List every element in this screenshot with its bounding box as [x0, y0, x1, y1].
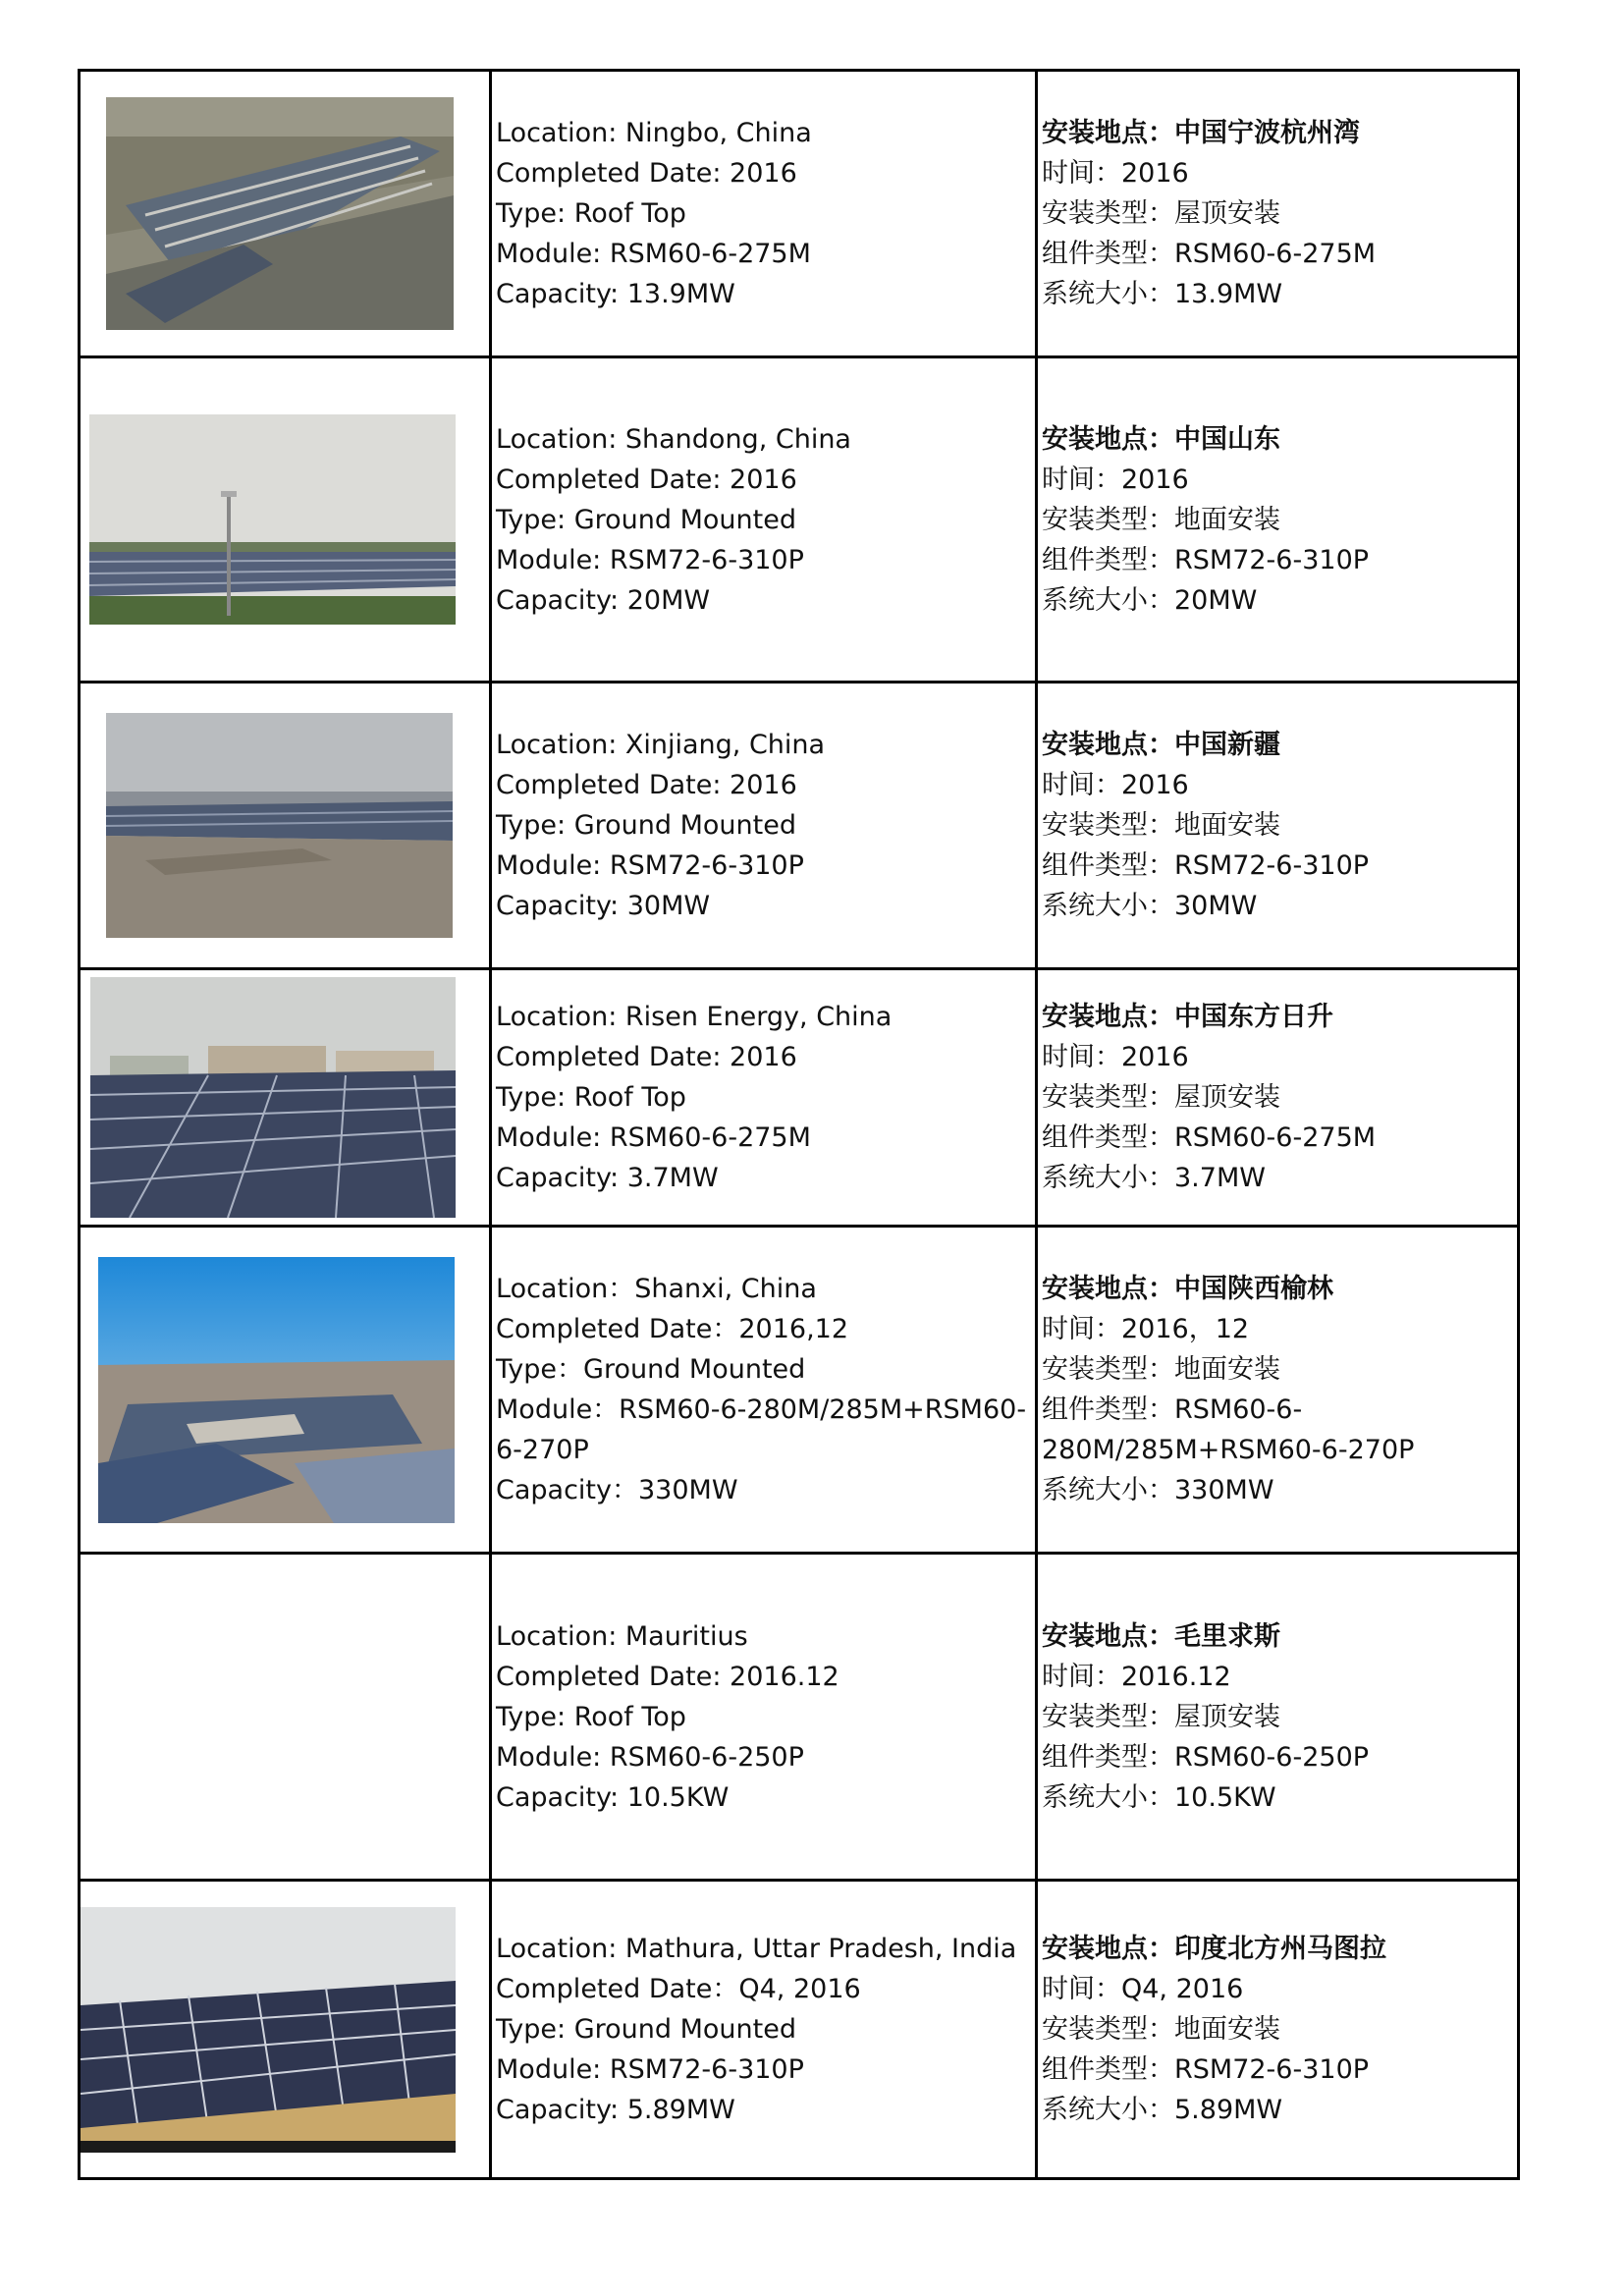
- capacity-text: Capacity: 10.5KW: [496, 1781, 730, 1813]
- photo-cell: [80, 357, 491, 683]
- english-details: [491, 1881, 1037, 2179]
- module-text-zh: 组件类型：RSM72-6-310P: [1042, 2054, 1370, 2085]
- location-text-zh: 安装地点：中国宁波杭州湾: [1042, 118, 1360, 148]
- capacity-text: Capacity：330MW: [496, 1475, 738, 1505]
- completed-date-text: Completed Date：Q4, 2016: [496, 1974, 861, 2004]
- chinese-details: [1037, 357, 1519, 683]
- module-text: Module: RSM60-6-275M: [496, 239, 811, 269]
- chinese-details: [1037, 683, 1519, 969]
- capacity-text: Capacity: 20MW: [496, 584, 711, 616]
- completed-date-text: Completed Date：2016,12: [496, 1314, 849, 1344]
- completed-date-text-zh: 时间：2016，12: [1042, 1314, 1250, 1344]
- module-text: Module: RSM72-6-310P: [496, 850, 804, 881]
- completed-date-text: Completed Date: 2016.12: [496, 1661, 839, 1692]
- chinese-details: [1037, 969, 1519, 1227]
- location-text-zh: 安装地点：中国新疆: [1042, 730, 1280, 760]
- location-text-zh: 安装地点：中国东方日升: [1042, 1002, 1333, 1032]
- chinese-details: [1037, 1881, 1519, 2179]
- completed-date-text-zh: 时间：2016: [1042, 158, 1189, 189]
- capacity-text: Capacity: 3.7MW: [496, 1163, 719, 1193]
- completed-date-text: Completed Date: 2016: [496, 770, 797, 800]
- type-text: Type: Ground Mounted: [496, 504, 796, 535]
- type-text: Type: Roof Top: [496, 198, 686, 229]
- english-details: [491, 71, 1037, 357]
- location-text-zh: 安装地点：毛里求斯: [1042, 1620, 1280, 1652]
- location-text: Location：Shanxi, China: [496, 1274, 817, 1304]
- type-text-zh: 安装类型：地面安装: [1042, 810, 1280, 841]
- module-text-zh: 组件类型：RSM60-6-275M: [1042, 239, 1377, 269]
- completed-date-text: Completed Date: 2016: [496, 158, 797, 189]
- photo-cell: [80, 1227, 491, 1554]
- chinese-details: [1037, 1227, 1519, 1554]
- photo-cell: [80, 969, 491, 1227]
- photo-cell-empty: [80, 1554, 491, 1881]
- capacity-text-zh: 系统大小：20MW: [1042, 584, 1258, 616]
- type-text-zh: 安装类型：地面安装: [1042, 504, 1280, 535]
- completed-date-text-zh: 时间：2016.12: [1042, 1661, 1231, 1692]
- capacity-text: Capacity: 5.89MW: [496, 2095, 735, 2125]
- type-text-zh: 安装类型：地面安装: [1042, 2014, 1280, 2045]
- module-text: Module: RSM72-6-310P: [496, 544, 804, 575]
- photo-cell: [80, 71, 491, 357]
- capacity-text-zh: 系统大小：3.7MW: [1042, 1163, 1266, 1193]
- location-text-zh: 安装地点：印度北方州马图拉: [1042, 1934, 1386, 1964]
- english-details: [491, 1554, 1037, 1881]
- module-text-zh: 组件类型：RSM60-6-275M: [1042, 1122, 1377, 1153]
- module-text-zh: 组件类型：RSM60-6-250P: [1042, 1741, 1370, 1773]
- module-text: Module：RSM60-6-280M/285M+RSM60-6-270P: [496, 1394, 1027, 1465]
- type-text: Type: Roof Top: [496, 1701, 686, 1732]
- completed-date-text-zh: 时间：2016: [1042, 770, 1189, 800]
- type-text-zh: 安装类型：屋顶安装: [1042, 198, 1280, 229]
- completed-date-text: Completed Date: 2016: [496, 464, 797, 495]
- project-photo: [89, 414, 456, 625]
- project-photo: [90, 977, 456, 1218]
- table-row: [80, 969, 1519, 1227]
- chinese-details: [1037, 71, 1519, 357]
- table-row: [80, 71, 1519, 357]
- module-text: Module: RSM60-6-250P: [496, 1741, 804, 1773]
- module-text-zh: 组件类型：RSM72-6-310P: [1042, 544, 1370, 575]
- module-text-zh: 组件类型：RSM60-6-280M/285M+RSM60-6-270P: [1042, 1394, 1415, 1465]
- table-row: [80, 357, 1519, 683]
- project-photo: [81, 1907, 456, 2153]
- project-photo: [106, 713, 453, 938]
- type-text: Type: Ground Mounted: [496, 2014, 796, 2045]
- location-text-zh: 安装地点：中国陕西榆林: [1042, 1274, 1333, 1304]
- type-text: Type: Ground Mounted: [496, 810, 796, 841]
- capacity-text-zh: 系统大小：5.89MW: [1042, 2095, 1283, 2125]
- english-details: [491, 357, 1037, 683]
- table-row: [80, 1227, 1519, 1554]
- type-text-zh: 安装类型：地面安装: [1042, 1354, 1280, 1385]
- project-photo: [98, 1257, 455, 1523]
- completed-date-text: Completed Date: 2016: [496, 1042, 797, 1072]
- type-text-zh: 安装类型：屋顶安装: [1042, 1082, 1280, 1113]
- location-text: Location: Ningbo, China: [496, 118, 812, 148]
- completed-date-text-zh: 时间：Q4, 2016: [1042, 1974, 1244, 2004]
- projects-table: [78, 69, 1520, 2180]
- chinese-details: [1037, 1554, 1519, 1881]
- table-row: [80, 683, 1519, 969]
- module-text: Module: RSM72-6-310P: [496, 2054, 804, 2085]
- location-text: Location: Shandong, China: [496, 423, 851, 455]
- location-text: Location: Mathura, Uttar Pradesh, India: [496, 1934, 1017, 1964]
- table-row: [80, 1881, 1519, 2179]
- location-text-zh: 安装地点：中国山东: [1042, 423, 1280, 455]
- capacity-text: Capacity: 13.9MW: [496, 279, 735, 309]
- english-details: [491, 969, 1037, 1227]
- english-details: [491, 683, 1037, 969]
- module-text: Module: RSM60-6-275M: [496, 1122, 811, 1153]
- photo-cell: [80, 1881, 491, 2179]
- photo-cell: [80, 683, 491, 969]
- capacity-text-zh: 系统大小：10.5KW: [1042, 1781, 1276, 1813]
- capacity-text-zh: 系统大小：330MW: [1042, 1475, 1274, 1505]
- location-text: Location: Xinjiang, China: [496, 730, 826, 760]
- type-text-zh: 安装类型：屋顶安装: [1042, 1701, 1280, 1732]
- completed-date-text-zh: 时间：2016: [1042, 464, 1189, 495]
- capacity-text-zh: 系统大小：13.9MW: [1042, 279, 1283, 309]
- location-text: Location: Risen Energy, China: [496, 1002, 893, 1032]
- project-photo: [106, 97, 454, 330]
- completed-date-text-zh: 时间：2016: [1042, 1042, 1189, 1072]
- type-text: Type: Roof Top: [496, 1082, 686, 1113]
- capacity-text: Capacity: 30MW: [496, 891, 711, 921]
- capacity-text-zh: 系统大小：30MW: [1042, 891, 1258, 921]
- type-text: Type：Ground Mounted: [496, 1354, 806, 1385]
- english-details: [491, 1227, 1037, 1554]
- module-text-zh: 组件类型：RSM72-6-310P: [1042, 850, 1370, 881]
- location-text: Location: Mauritius: [496, 1620, 748, 1652]
- table-row: [80, 1554, 1519, 1881]
